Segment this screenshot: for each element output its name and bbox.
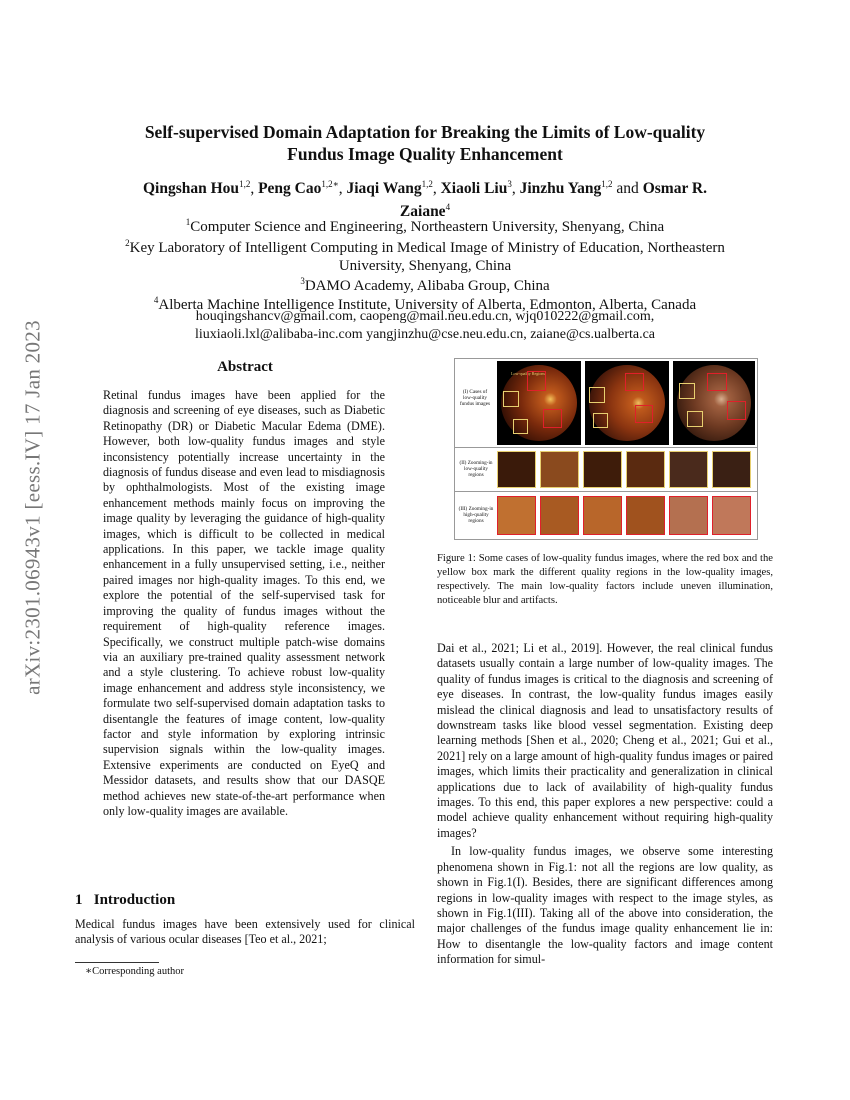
row-label: (III) Zooming-in high-quality regions <box>458 506 494 524</box>
patch <box>712 496 751 535</box>
patch <box>540 496 579 535</box>
patch <box>583 496 622 535</box>
author-emails: houqingshancv@gmail.com, caopeng@mail.neu.edu.cn, wjq010222@gmail.com, liuxiaoli.lxl@alibaba-inc.com yangjinzhu@cse.neu.edu.cn, zaiane@cs.ualberta.ca <box>194 309 656 342</box>
paragraph: In low-quality fundus images, we observe some interesting phenomena shown in Fig.1: not all the regions are low quality, as shown in Fig.1(I). Besides, there are significant differences among regions in low-quality images with respect to the image styles, as shown in Fig.1(III). Taking all of the above into consideration, the major challenges of the fundus image quality enhancement lie in: How to disentangle the low-quality factors and image content information for simul- <box>437 844 773 967</box>
affiliation-3: $^3$DAMO Academy, Alibaba Group, China <box>300 276 550 294</box>
author-name: Qingshan Hou <box>143 180 240 198</box>
figure-row-3 <box>455 492 757 538</box>
figure-1 <box>454 358 758 540</box>
footnote-rule <box>75 962 159 963</box>
patch <box>583 451 622 488</box>
fundus-image <box>585 361 669 445</box>
figure-caption: Figure 1: Some cases of low-quality fundus images, where the red box and the yellow box mark the different quality regions in the low-quality images, respectively. The main low-quality factors include uneven illumination, noticeable blur and artifacts. <box>437 553 773 606</box>
patch <box>497 451 536 488</box>
section-heading: 1 Introduction <box>75 892 176 908</box>
title-line-2: Fundus Image Quality Enhancement <box>287 144 563 164</box>
row-label: (I) Cases of low-quality fundus images <box>459 389 491 407</box>
author-name: Zaiane <box>399 203 446 221</box>
author-list: Qingshan Hou$^{1,2}$, Peng Cao$^{1,2∗}$, Jiaqi Wang$^{1,2}$, Xiaoli Liu$^3$, Jinzhu Yang$^{1,2}$ and Osmar R. Zaiane$^4$ <box>143 179 707 221</box>
abstract-body: Retinal fundus images have been applied for the diagnosis and screening of eye diseases, such as Diabetic Retinopathy (DR) or Diabetic Macular Edema (DME). However, both low-quality fundus images and style inconsistency potentially increase uncertainty in the diagnosis of fundus disease and even lead to misdiagnosis by ophthalmologists. Most of the existing image enhancement methods mainly focus on improving the image quality by leveraging the guidance of high-quality images, which is difficult to be collected in medical applications. In this paper, we tackle image quality enhancement in a fully unsupervised setting, i.e., neither paired images nor high-quality images. To this end, we explore the potential of the self-supervised task for improving the quality of fundus images without the requirement of high-quality reference images. Specifically, we construct multiple patch-wise domains via an auxiliary pre-trained quality assessment network and a style clustering. To achieve robust low-quality image enhancement and address style inconsistency, we formulate two self-supervised domain adaptation tasks to disentangle the features of image content, low-quality factor and style information by exploring intrinsic supervision signals within the low-quality images. Extensive experiments are conducted on EyeQ and Messidor datasets, and results show that our DASQE method achieves new state-of-the-art performance when only low-quality images are available. <box>103 388 385 818</box>
author-name: Osmar R. <box>642 180 707 198</box>
paragraph: Dai et al., 2021; Li et al., 2019]. However, the real clinical fundus datasets usually contain a large number of low-quality images. The quality of fundus images is critical to the diagnosis and screening of eye diseases. In contrast, the low-quality fundus images easily mislead the clinical diagnosis and lead to unsatisfactory results of downstream tasks like blood vessel segmentation. Existing deep learning methods [Shen et al., 2020; Cheng et al., 2021; Gui et al., 2021] rely on a large amount of high-quality fundus images or paired images, which limits their practicality and generalization in clinical applications due to lack of availability of high-quality fundus images. To this end, this paper explores a new perspective: could a model achieve quality enhancement without requiring high-quality images? <box>437 641 773 840</box>
patch <box>669 496 708 535</box>
footnote: ∗Corresponding author <box>85 966 184 977</box>
paper-title <box>90 121 760 165</box>
affiliation-1: $^1$Computer Science and Engineering, Northeastern University, Shenyang, China <box>185 217 665 235</box>
author-name: Jiaqi Wang <box>346 180 422 198</box>
author-name: Peng Cao <box>258 180 322 198</box>
figure-row-1 <box>455 359 757 448</box>
affiliation-4: $^4$Alberta Machine Intelligence Institute, University of Alberta, Edmonton, Alberta, Canada <box>153 295 697 313</box>
author-and: and <box>616 180 639 198</box>
row-label: (II) Zooming-in low-quality regions <box>459 460 493 478</box>
patch <box>626 496 665 535</box>
patch <box>497 496 536 535</box>
arxiv-stamp: arXiv:2301.06943v1 [eess.IV] 17 Jan 2023 <box>20 320 45 695</box>
patch <box>626 451 665 488</box>
intro-text: Medical fundus images have been extensively used for clinical analysis of various ocular diseases [Teo et al., 2021; <box>75 917 415 947</box>
affiliation-2: $^2$Key Laboratory of Intelligent Computing in Medical Image of Ministry of Education, Northeastern University, Shenyang, China <box>125 238 725 274</box>
patch <box>712 451 751 488</box>
patch <box>669 451 708 488</box>
abstract-heading: Abstract <box>217 359 273 375</box>
patch <box>540 451 579 488</box>
author-name: Jinzhu Yang <box>519 180 602 198</box>
marker-text: Low-quality Regions <box>511 371 545 376</box>
right-column-text <box>437 641 773 968</box>
figure-row-2 <box>455 448 757 492</box>
title-line-1: Self-supervised Domain Adaptation for Breaking the Limits of Low-quality <box>144 122 706 142</box>
author-name: Xiaoli Liu <box>440 180 508 198</box>
fundus-image <box>673 361 755 445</box>
fundus-image <box>497 361 581 445</box>
